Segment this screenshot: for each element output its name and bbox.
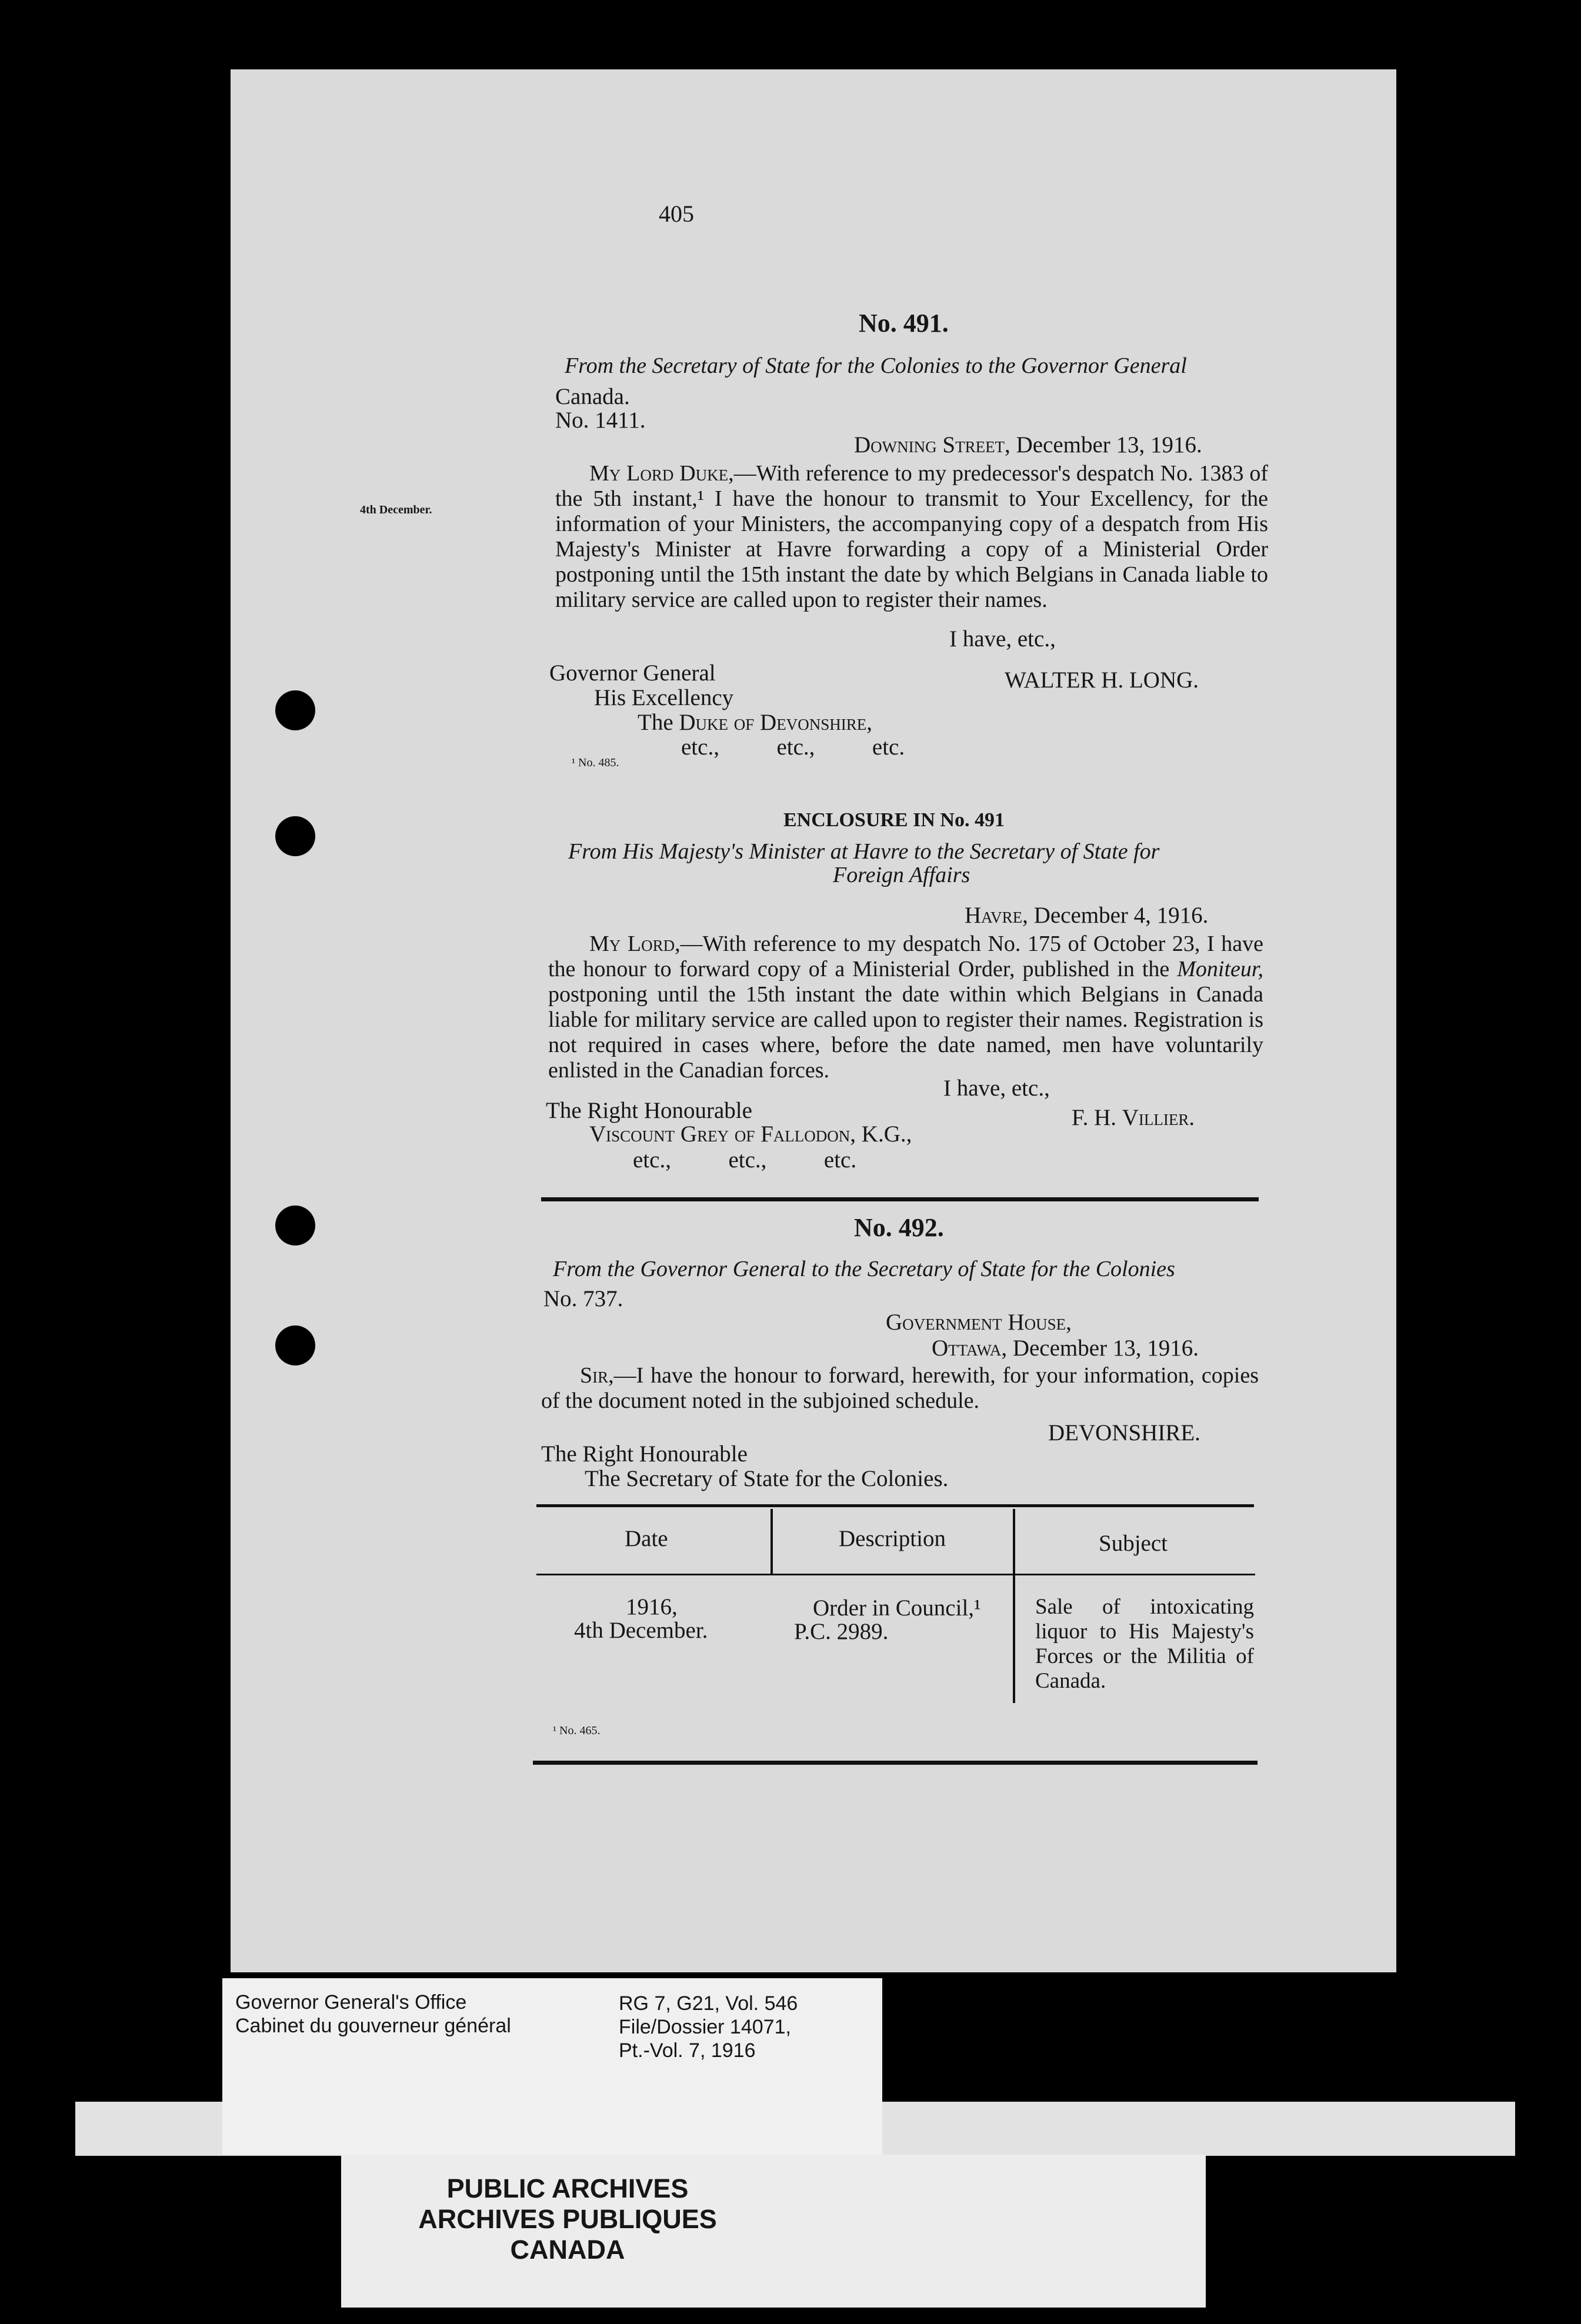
closing: I have, etc., [943, 1076, 1050, 1101]
signature [1072, 1104, 1195, 1131]
place-line [886, 1309, 1072, 1335]
despatch-date: December 13, 1916. [1012, 1335, 1199, 1361]
place-name: Government House, [886, 1310, 1072, 1335]
section-divider [541, 1197, 1259, 1201]
despatch-number: No. 737. [543, 1286, 623, 1311]
addressee-line: The Right Honourable [546, 1098, 752, 1123]
archive-stamp [365, 2173, 771, 2265]
addressee-line: His Excellency [594, 685, 734, 710]
signature: WALTER H. LONG. [1005, 667, 1199, 693]
enclosure-subheading: From His Majesty's Minister at Havre to the Secretary of State for [568, 839, 1160, 864]
addressee-line [589, 1121, 912, 1147]
archive-reference: RG 7, G21, Vol. 546 [619, 1992, 798, 2015]
enclosure-subheading: Foreign Affairs [833, 863, 970, 887]
body-text: —I have the honour to forward, herewith, for your information, copies of the document noted in the subjoined schedule. [541, 1363, 1259, 1413]
enclosure-date: December 4, 1916. [1033, 903, 1209, 928]
body-text: —With reference to my predecessor's despatch No. 1383 of the 5th instant,¹ I have the honour to transmit to Your Excellency, for the information of your Ministers, the accompanying copy of a despatch from His Majesty's Minister at Havre forwarding a copy of a Ministerial Order postponing until the 15th instant the date by which Belgians in Canada liable to military service are called upon to register their names. [555, 461, 1268, 612]
archive-stamp-line: CANADA [510, 2235, 625, 2265]
archive-stamp-line: ARCHIVES PUBLIQUES [418, 2204, 717, 2234]
footnote: ¹ No. 465. [553, 1724, 601, 1737]
binder-hole [275, 1325, 315, 1365]
recipient-country: Canada. [555, 384, 630, 409]
addressee-prefix: The [638, 710, 673, 735]
addressee-line: The Right Honourable [541, 1441, 748, 1467]
table-cell-description: Order in Council,¹ [813, 1595, 981, 1621]
enclosure-heading: ENCLOSURE IN No. 491 [783, 809, 1005, 831]
body-text: —With reference to my despatch No. 175 of October 23, I have the honour to forward copy of a Ministerial Order, published in the [548, 931, 1263, 981]
table-cell-date: 1916, [626, 1594, 678, 1620]
closing-rule [533, 1761, 1258, 1765]
place-name: Downing Street, [854, 432, 1010, 458]
archive-reference: Pt.-Vol. 7, 1916 [619, 2039, 756, 2062]
binder-hole [275, 690, 315, 730]
archive-stamp-line: PUBLIC ARCHIVES [446, 2173, 689, 2203]
table-cell-subject: Sale of intoxicating liquor to His Majesty's Forces or the Militia of Canada. [1035, 1595, 1254, 1693]
table-top-rule [536, 1504, 1254, 1507]
office-name-en: Governor General's Office [235, 1991, 467, 2014]
document-subheading-491: From the Secretary of State for the Colonies to the Governor General [565, 353, 1187, 378]
signature-name: Villier. [1122, 1105, 1195, 1130]
despatch-body-492 [541, 1363, 1259, 1414]
table-header-date: Date [625, 1526, 668, 1551]
addressee-line: The Secretary of State for the Colonies. [585, 1466, 949, 1491]
table-header-description: Description [839, 1526, 946, 1551]
salutation: Sir, [580, 1363, 614, 1388]
salutation: My Lord Duke, [589, 461, 734, 486]
addressee-line [638, 709, 872, 736]
table-cell-description: P.C. 2989. [794, 1619, 889, 1644]
place-date [854, 432, 1202, 458]
etc-line: etc., etc., etc. [681, 734, 905, 760]
table-column-rule [771, 1509, 773, 1574]
despatch-date: December 13, 1916. [1016, 432, 1202, 458]
page-number: 405 [659, 201, 694, 227]
table-column-rule [1013, 1509, 1015, 1703]
binder-hole [275, 816, 315, 856]
enclosure-body [548, 931, 1263, 1083]
binder-hole [275, 1206, 315, 1246]
etc-line: etc., etc., etc. [633, 1147, 857, 1173]
salutation: My Lord, [589, 931, 681, 956]
signature-initials: F. H. [1072, 1105, 1116, 1130]
margin-note: 4th December. [360, 503, 432, 516]
addressee-suffix: K.G., [861, 1121, 912, 1147]
body-text-italic: Moniteur, [1177, 957, 1263, 981]
addressee-title: Viscount Grey of Fallodon, [589, 1121, 856, 1147]
addressee-title: Duke of Devonshire, [679, 710, 872, 735]
despatch-body-491 [555, 461, 1268, 613]
closing: I have, etc., [949, 626, 1056, 652]
table-header-rule [536, 1574, 1255, 1575]
office-name-fr: Cabinet du gouverneur général [235, 2015, 511, 2037]
document-heading-491: No. 491. [859, 309, 949, 338]
document-heading-492: No. 492. [854, 1213, 944, 1242]
table-cell-date: 4th December. [574, 1618, 708, 1643]
footnote: ¹ No. 485. [572, 756, 619, 769]
place-name: Havre, [965, 903, 1028, 928]
place-name: Ottawa, [932, 1335, 1008, 1361]
place-date [932, 1335, 1199, 1361]
archive-reference: File/Dossier 14071, [619, 2016, 791, 2038]
body-text: postponing until the 15th instant the date within which Belgians in Canada liable for military service are called upon to register their names. Registration is not required in cases where, before the date named, men have voluntarily enlisted in the Canadian forces. [548, 982, 1263, 1083]
addressee-line: Governor General [549, 660, 716, 686]
document-subheading-492: From the Governor General to the Secretary of State for the Colonies [553, 1257, 1175, 1281]
signature: DEVONSHIRE. [1048, 1420, 1200, 1445]
table-header-subject: Subject [1099, 1531, 1168, 1556]
despatch-number: No. 1411. [555, 408, 646, 433]
place-date [965, 902, 1208, 929]
